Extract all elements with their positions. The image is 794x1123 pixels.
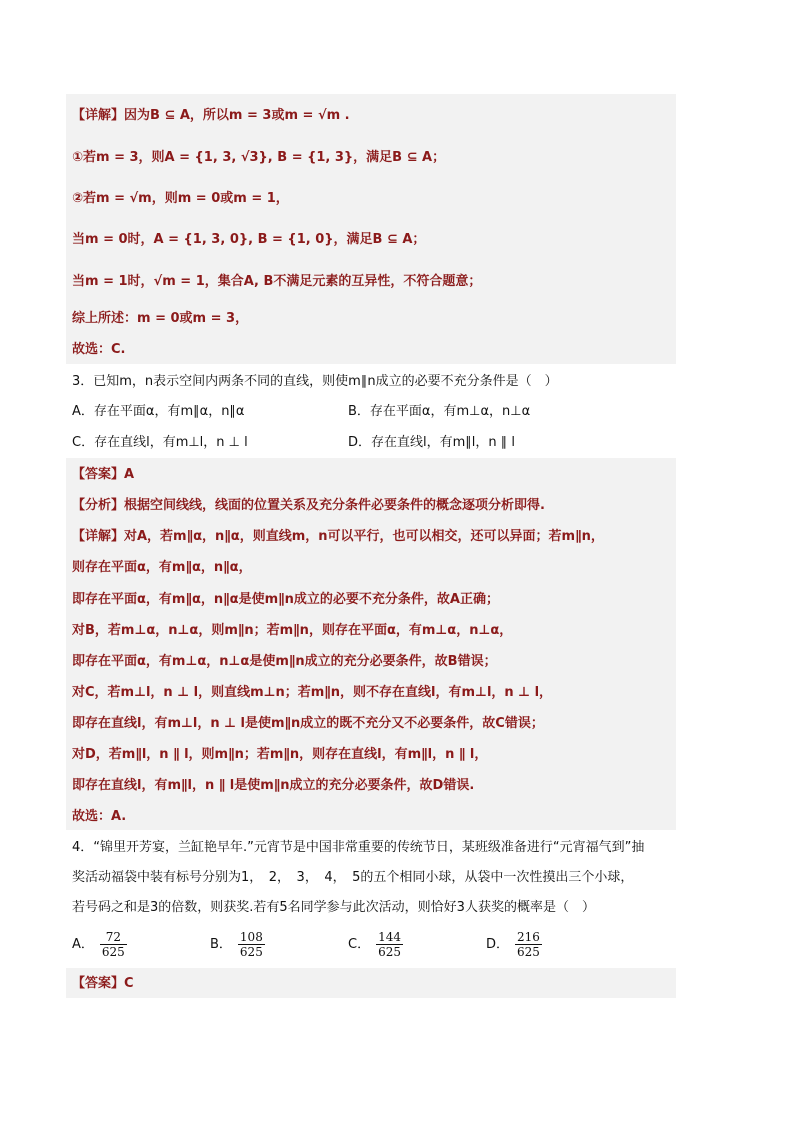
q3-option-d: D．存在直线l，有m∥l，n ∥ l (348, 435, 516, 450)
denominator: 625 (239, 945, 263, 959)
q3-detail-line: 对B，若m⊥α，n⊥α，则m∥n；若m∥n，则存在平面α，有m⊥α，n⊥α， (72, 623, 513, 638)
q4-option-c (348, 930, 403, 959)
q3-detail-line: 故选：A. (72, 809, 127, 824)
q3-detail-line: 即存在直线l，有m∥l，n ∥ l是使m∥n成立的充分必要条件，故D错误. (72, 778, 475, 793)
numerator: 216 (517, 930, 540, 944)
solution-line: ①若m = 3，则A = {1, 3, √3}, B = {1, 3}，满足B ⊆ A； (72, 150, 446, 165)
fraction (100, 930, 127, 959)
option-label: B． (210, 937, 232, 952)
option-label: D． (486, 937, 510, 952)
q3-detail-line: 则存在平面α，有m∥α，n∥α， (72, 560, 252, 575)
q4-option-a (72, 930, 127, 959)
option-label: C． (348, 937, 371, 952)
q3-answer: 【答案】A (72, 467, 135, 482)
solution-block-q4 (66, 968, 676, 998)
q3-option-b: B．存在平面α，有m⊥α，n⊥α (348, 404, 531, 419)
q3-detail-line: 即存在直线l，有m⊥l，n ⊥ l是使m∥n成立的既不充分又不必要条件，故C错误； (72, 716, 544, 731)
solution-line: 【详解】因为B ⊆ A，所以m = 3或m = √m . (72, 108, 350, 123)
denominator: 625 (101, 945, 125, 959)
question-3-stem: 3．已知m，n表示空间内两条不同的直线，则使m∥n成立的必要不充分条件是（ ） (72, 374, 558, 389)
q4-answer: 【答案】C (72, 976, 134, 991)
q3-detail-line: 即存在平面α，有m∥α，n∥α是使m∥n成立的必要不充分条件，故A正确； (72, 592, 499, 607)
fraction (515, 930, 542, 959)
question-4-stem-line: 若号码之和是3的倍数，则获奖.若有5名同学参与此次活动，则恰好3人获奖的概率是（ ） (72, 900, 595, 915)
numerator: 108 (239, 930, 263, 944)
q3-detail-line: 对D，若m∥l，n ∥ l，则m∥n；若m∥n，则存在直线l，有m∥l，n ∥ l， (72, 747, 488, 762)
solution-line: 综上所述：m = 0或m = 3， (72, 311, 249, 326)
solution-line: 故选：C. (72, 342, 126, 357)
denominator: 625 (517, 945, 540, 959)
q3-detail-line: 即存在平面α，有m⊥α，n⊥α是使m∥n成立的充分必要条件，故B错误； (72, 654, 497, 669)
q3-option-a: A．存在平面α，有m∥α，n∥α (72, 404, 245, 419)
denominator: 625 (378, 945, 401, 959)
q4-option-b (210, 930, 265, 959)
numerator: 144 (378, 930, 401, 944)
fraction (376, 930, 403, 959)
option-label: A． (72, 937, 94, 952)
q3-detail-line: 对C，若m⊥l，n ⊥ l，则直线m⊥n；若m∥n，则不存在直线l，有m⊥l，n ⊥ l， (72, 685, 553, 700)
solution-line: 当m = 0时，A = {1, 3, 0}, B = {1, 0}，满足B ⊆ A； (72, 232, 426, 247)
q4-option-d (486, 930, 542, 959)
question-4-stem-line: 4．“锦里开芳宴，兰缸艳早年.”元宵节是中国非常重要的传统节日，某班级准备进行“元宵福气到”抽 (72, 840, 645, 855)
q3-analysis: 【分析】根据空间线线，线面的位置关系及充分条件必要条件的概念逐项分析即得. (72, 498, 545, 513)
solution-line: ②若m = √m，则m = 0或m = 1， (72, 191, 289, 206)
numerator: 72 (100, 930, 127, 945)
solution-line: 当m = 1时，√m = 1，集合A, B不满足元素的互异性，不符合题意； (72, 274, 482, 289)
fraction (238, 930, 265, 959)
question-4-stem-line: 奖活动福袋中装有标号分别为1， 2， 3， 4， 5的五个相同小球，从袋中一次性摸出三个小球， (72, 870, 634, 885)
q3-option-c: C．存在直线l，有m⊥l，n ⊥ l (72, 435, 248, 450)
q3-detail-line: 【详解】对A，若m∥α，n∥α，则直线m，n可以平行，也可以相交，还可以异面；若m∥n， (72, 529, 604, 544)
